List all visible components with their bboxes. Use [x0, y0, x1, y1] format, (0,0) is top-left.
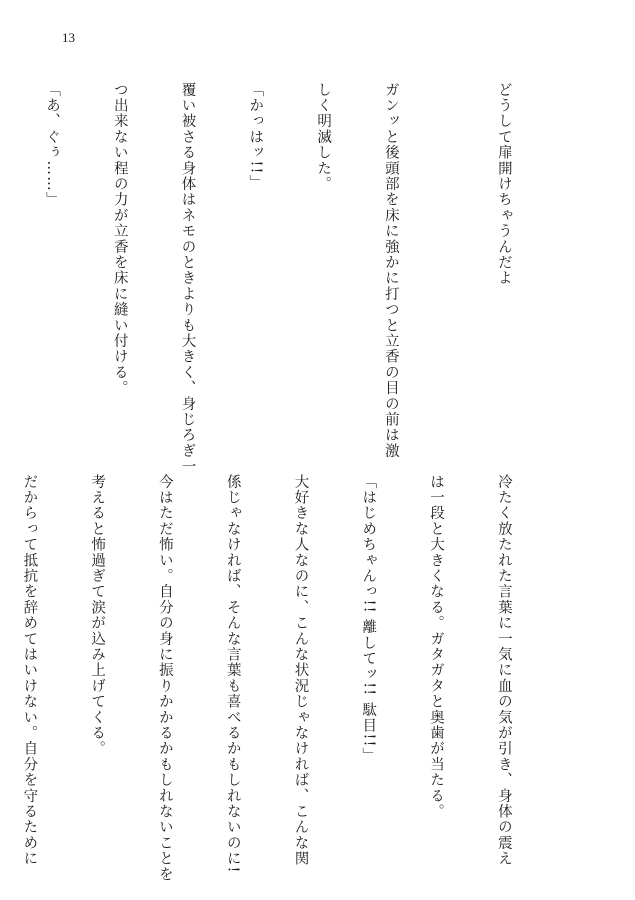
text-line: 考えると怖過ぎて涙が込み上げてくる。: [89, 474, 106, 757]
text-line: 今はただ怖い。自分の身に振りかかるかもしれないことを: [156, 474, 173, 883]
text-line: 「かっはッ!!」: [247, 82, 264, 191]
text-line: 覆い被さる身体はネモのときよりも大きく、身じろぎ一: [179, 82, 196, 475]
text-line: 「あ、ぐぅ……」: [43, 82, 60, 208]
text-line: 係じゃなければ、そんな言葉も喜べるかもしれないのに!: [224, 474, 241, 874]
text-block-top: [0, 82, 560, 475]
text-line: しく明滅した。: [315, 82, 332, 192]
text-line: は一段と大きくなる。ガタガタと奥歯が当たる。: [428, 474, 445, 820]
text-line: 「はじめちゃんっ!! 離してッ!! 駄目!!」: [360, 474, 377, 764]
text-line: 冷たく放たれた言葉に一気に血の気が引き、身体の震え: [495, 474, 512, 867]
text-line: 大好きな人なのに、こんな状況じゃなければ、こんな関: [292, 474, 309, 867]
page-number: 13: [62, 30, 75, 45]
text-line: だからって抵抗を辞めてはいけない。自分を守るために: [21, 474, 38, 867]
text-line: つ出来ない程の力が立香を床に縫い付ける。: [111, 82, 128, 396]
text-line: どうして扉開けちゃうんだよ: [495, 82, 512, 287]
text-line: ガンッと後頭部を床に強かに打つと立香の目の前は激: [382, 82, 399, 459]
text-block-bottom: [0, 474, 560, 883]
